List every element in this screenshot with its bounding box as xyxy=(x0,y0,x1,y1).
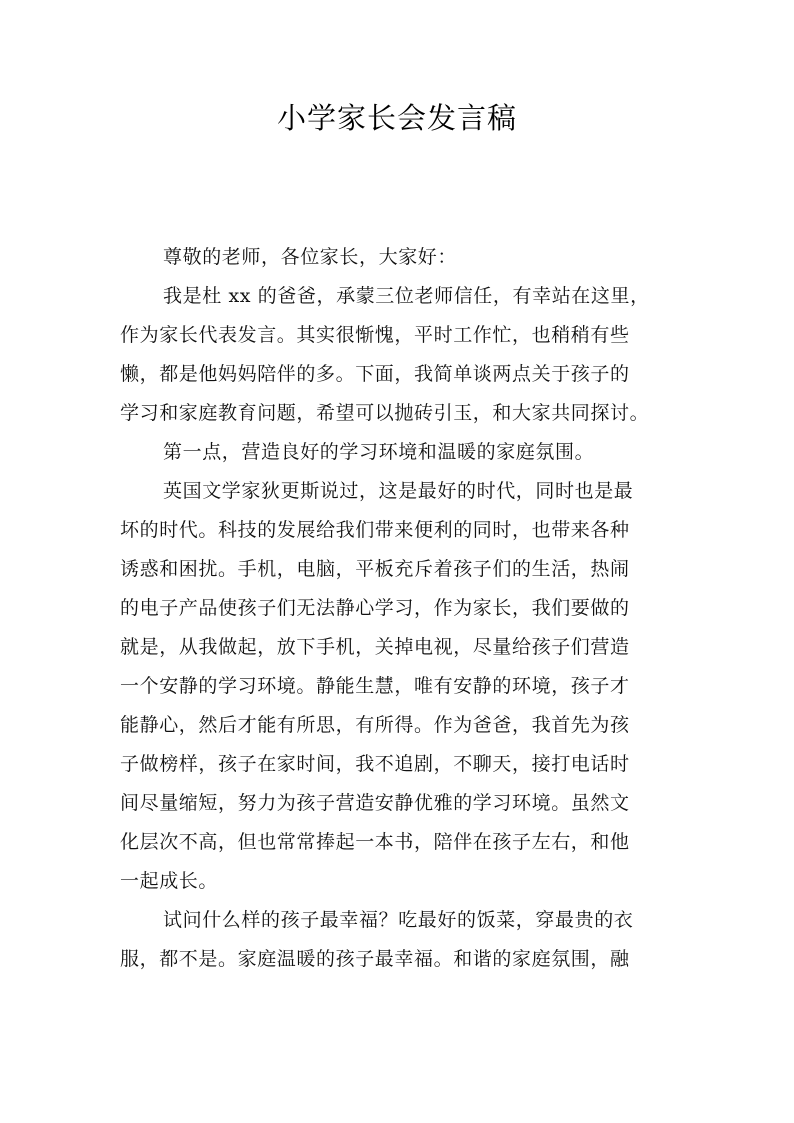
body-line: 能静心，然后才能有所思，有所得。作为爸爸，我首先为孩 xyxy=(120,714,630,736)
body-line: 子做榜样，孩子在家时间，我不追剧，不聊天，接打电话时 xyxy=(120,753,630,775)
body-line: 学习和家庭教育问题，希望可以抛砖引玉，和大家共同探讨。 xyxy=(120,402,650,424)
body-line: 试问什么样的孩子最幸福？吃最好的饭菜，穿最贵的衣 xyxy=(163,909,634,931)
body-line: 尊敬的老师，各位家长，大家好： xyxy=(163,246,458,268)
body-line: 就是，从我做起，放下手机，关掉电视，尽量给孩子们营造 xyxy=(120,636,630,658)
body-line: 间尽量缩短，努力为孩子营造安静优雅的学习环境。虽然文 xyxy=(120,792,630,814)
body-line: 我是杜 xx 的爸爸，承蒙三位老师信任，有幸站在这里， xyxy=(163,285,650,307)
body-line: 的电子产品使孩子们无法静心学习，作为家长，我们要做的 xyxy=(120,597,630,619)
body-line: 坏的时代。科技的发展给我们带来便利的同时，也带来各种 xyxy=(120,519,630,541)
body-line: 一起成长。 xyxy=(120,870,219,892)
body-line: 一个安静的学习环境。静能生慧，唯有安静的环境，孩子才 xyxy=(120,675,630,697)
body-line: 第一点，营造良好的学习环境和温暖的家庭氛围。 xyxy=(163,441,595,463)
body-line: 服，都不是。家庭温暖的孩子最幸福。和谐的家庭氛围，融 xyxy=(120,948,630,970)
body-line: 英国文学家狄更斯说过，这是最好的时代，同时也是最 xyxy=(163,480,634,502)
body-line: 化层次不高，但也常常捧起一本书，陪伴在孩子左右，和他 xyxy=(120,831,630,853)
document-title: 小学家长会发言稿 xyxy=(276,101,517,135)
document-body xyxy=(120,238,690,979)
body-line: 作为家长代表发言。其实很惭愧，平时工作忙，也稍稍有些 xyxy=(120,324,630,346)
body-line: 懒，都是他妈妈陪伴的多。下面，我简单谈两点关于孩子的 xyxy=(120,363,630,385)
body-line: 诱惑和困扰。手机，电脑，平板充斥着孩子们的生活，热闹 xyxy=(120,558,630,580)
